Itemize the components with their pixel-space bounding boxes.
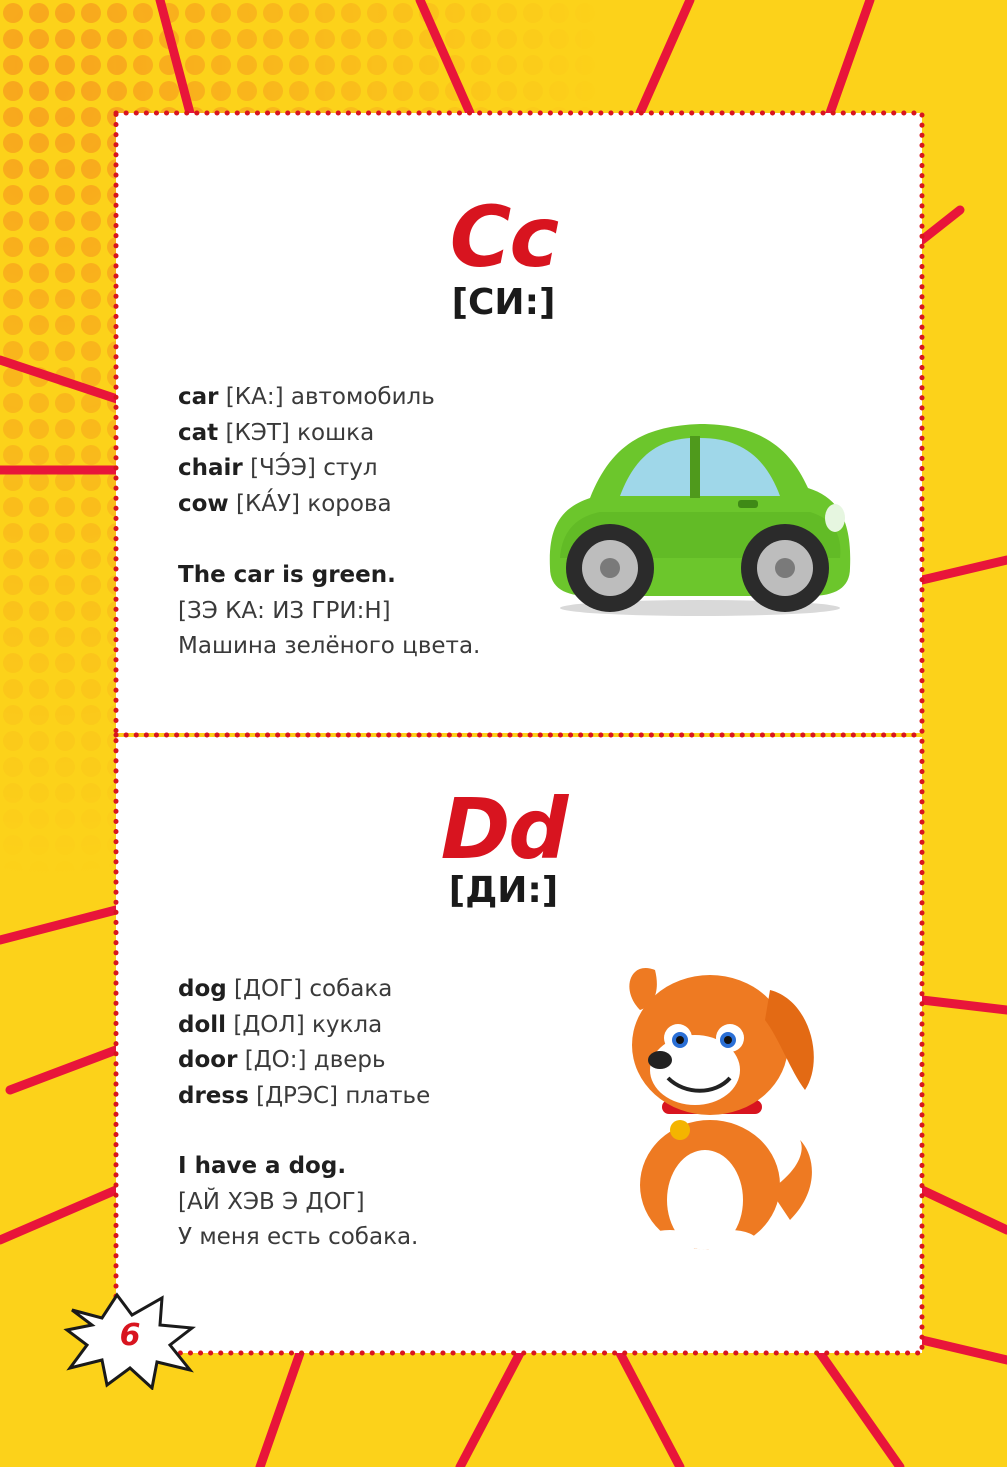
word-list-c [178, 380, 435, 522]
green-car-illustration [540, 408, 860, 623]
word-en: door [178, 1047, 238, 1073]
word-en: car [178, 384, 219, 410]
sentence-transcription: [АЙ ХЭВ Э ДОГ] [178, 1188, 365, 1215]
word-en: dress [178, 1082, 249, 1109]
word-en: cow [178, 490, 229, 517]
orange-puppy-illustration [600, 950, 840, 1260]
word-en: doll [178, 1011, 227, 1038]
sentence-russian: У меня есть собака. [178, 1224, 419, 1250]
example-sentence-c [178, 558, 480, 665]
word-en: dog [178, 976, 227, 1002]
word-item [178, 972, 430, 1008]
letter-pronunciation-c: [СИ:] [451, 282, 556, 323]
word-list-d [178, 972, 430, 1114]
word-translation: [ДОГ] собака [226, 976, 393, 1002]
word-en: cat [178, 419, 219, 446]
sentence-english: The car is green. [178, 562, 396, 588]
word-item [178, 416, 435, 452]
word-item [178, 1008, 430, 1044]
word-translation: [КЭТ] кошка [218, 419, 375, 446]
sentence-english: I have a dog. [178, 1153, 347, 1179]
word-translation: [ДО:] дверь [237, 1047, 386, 1073]
letter-heading-c: Cc [449, 188, 558, 286]
example-sentence-d [178, 1149, 418, 1256]
word-en: chair [178, 455, 243, 481]
word-item [178, 487, 435, 523]
word-translation: [КА́У] корова [228, 490, 392, 517]
word-item [178, 451, 435, 487]
word-item [178, 1043, 430, 1079]
letter-pronunciation-d: [ДИ:] [448, 870, 559, 911]
word-translation: [КА:] автомобиль [218, 384, 435, 410]
sentence-russian: Машина зелёного цвета. [178, 633, 481, 659]
word-translation: [ДРЭС] платье [248, 1082, 431, 1109]
word-translation: [ЧЭ́Э] стул [242, 455, 378, 481]
sentence-transcription: [ЗЭ КА: ИЗ ГРИ:Н] [178, 597, 391, 624]
letter-heading-d: Dd [440, 780, 567, 878]
word-translation: [ДОЛ] кукла [226, 1011, 383, 1038]
word-item [178, 1079, 430, 1115]
word-item [178, 380, 435, 416]
page-number: 6 [119, 1318, 141, 1353]
